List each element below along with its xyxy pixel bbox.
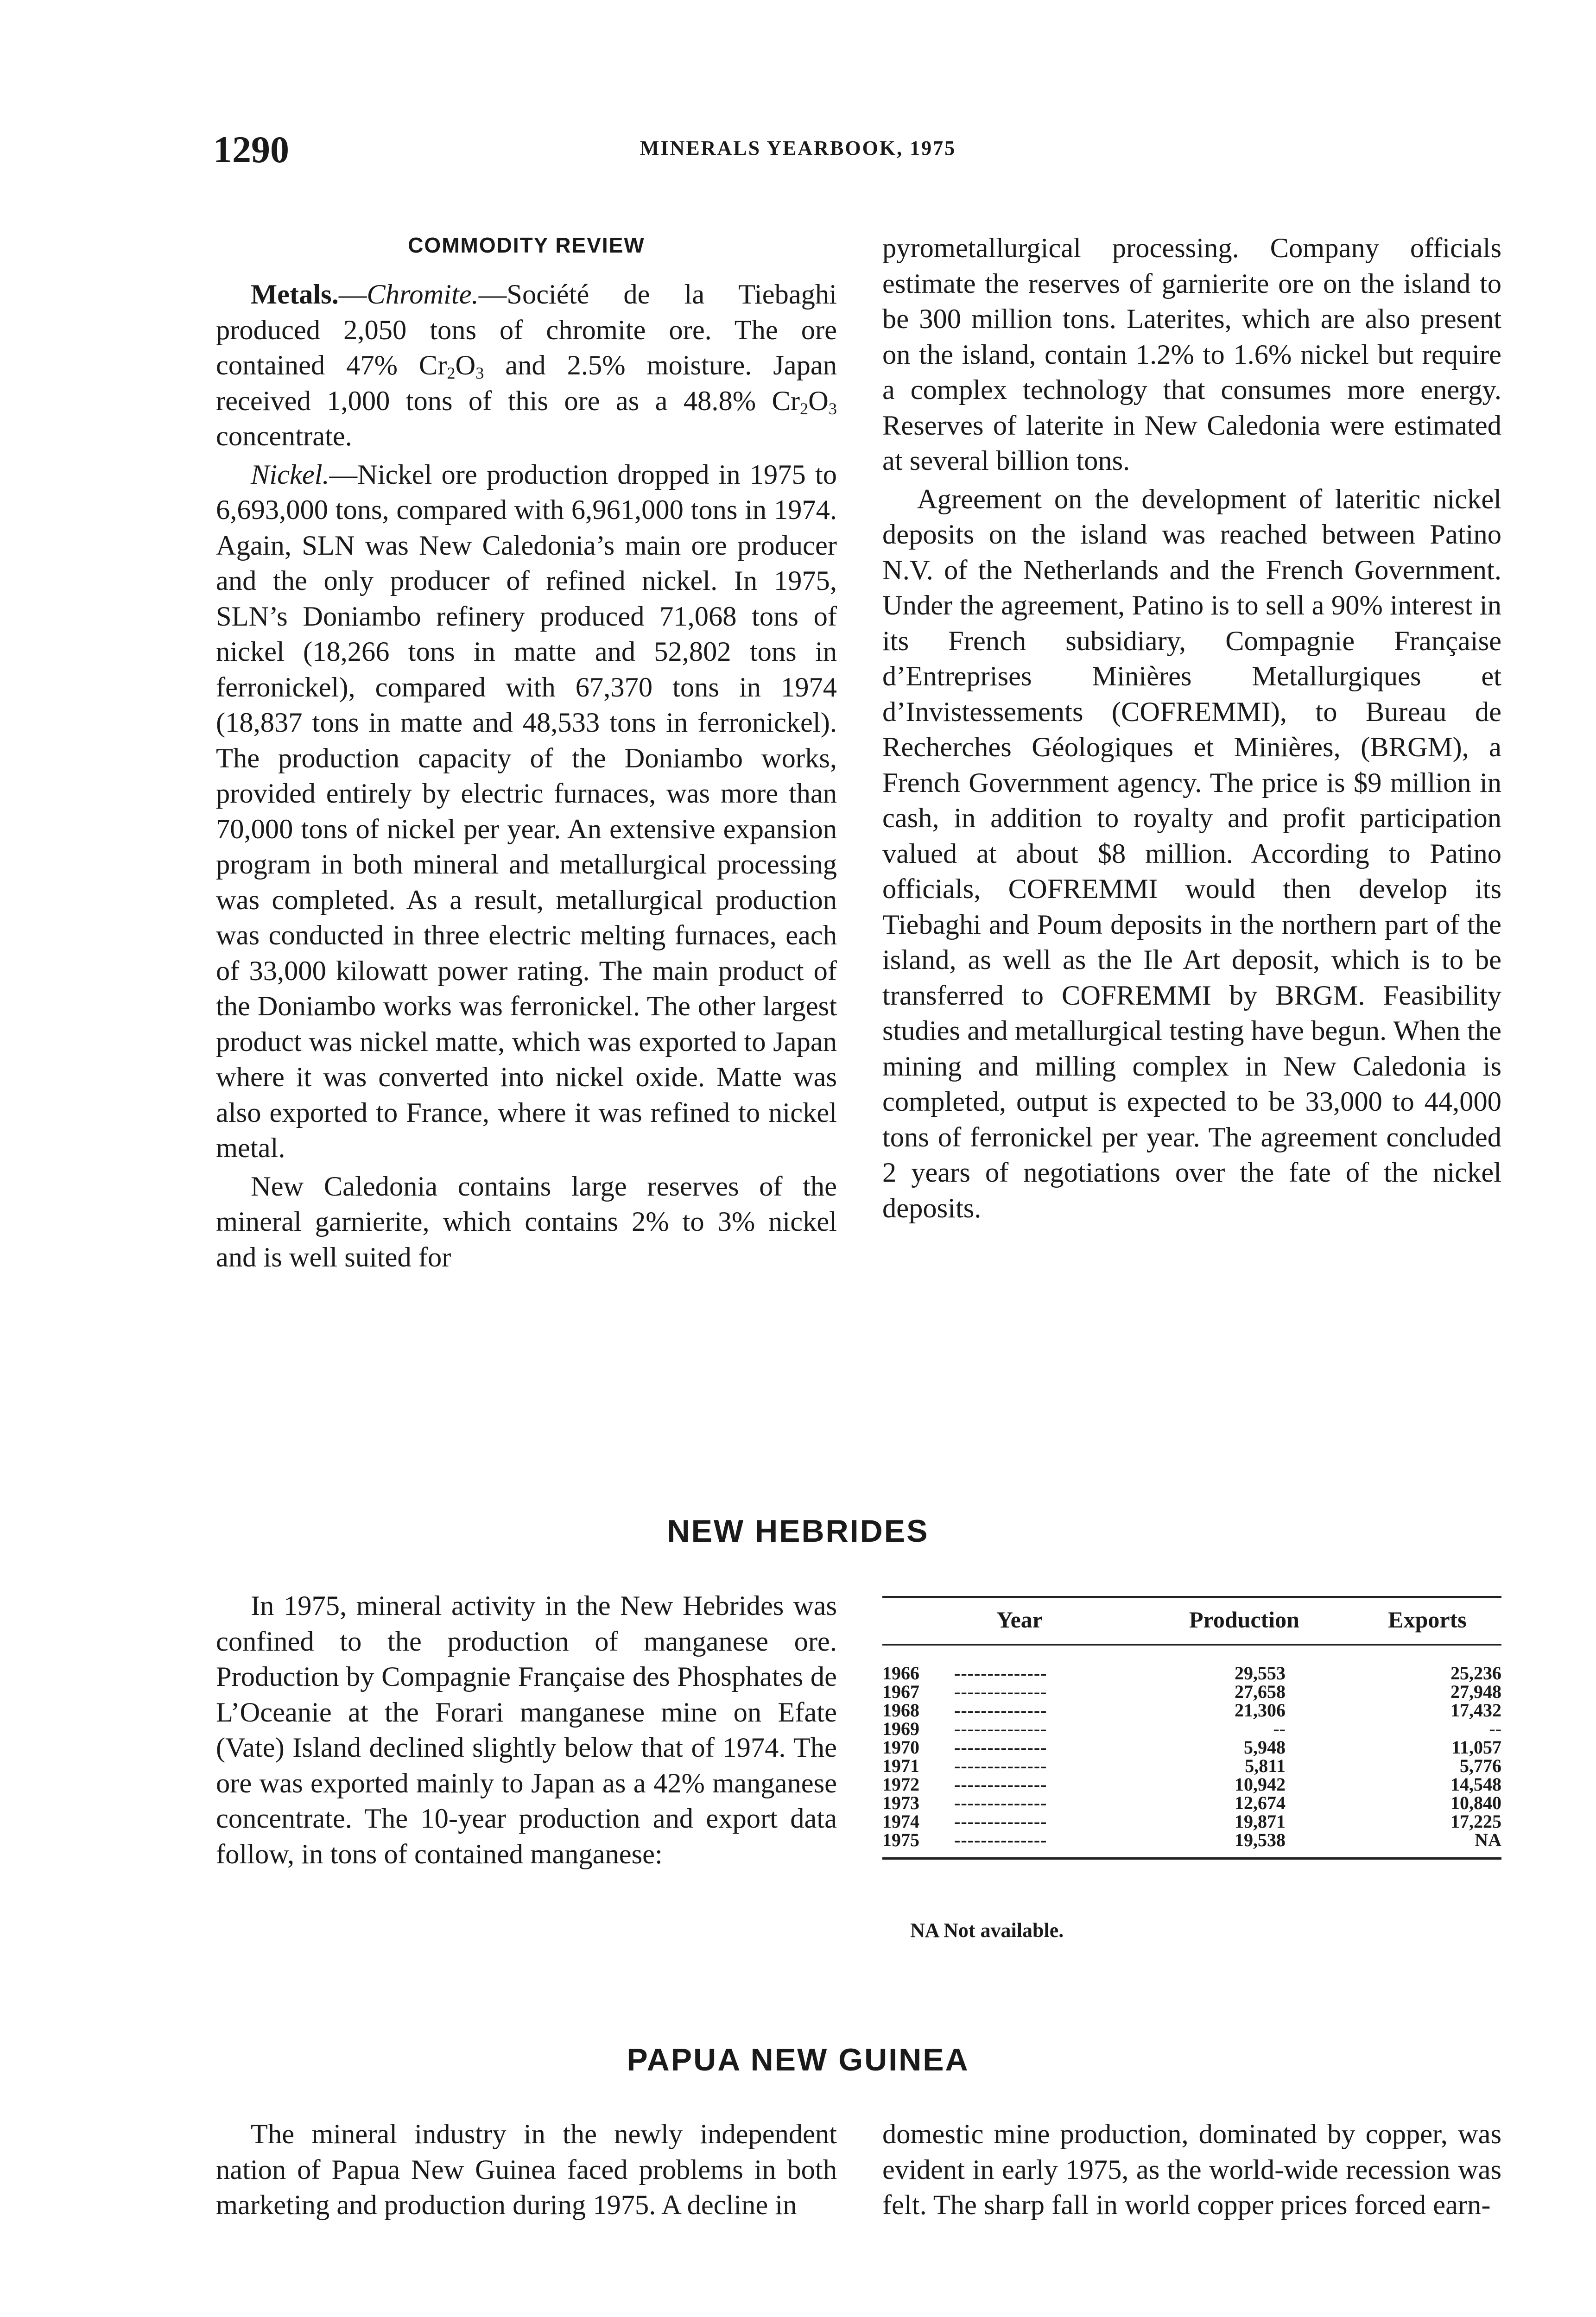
row-exports: 27,948 [1450,1681,1501,1702]
table-row [882,1831,1501,1849]
new-hebrides-paragraph: In 1975, mineral activity in the New Hebrides was confined to the production of manganese ore. Production by Compagnie Française des Phosphates de L’Oceanie at the Forari manganese mine on Efate (Vate) Island declined slightly below that of 1974. The ore was exported mainly to Japan as a 42% manganese concentrate. The 10-year production and export data follow, in tons of contained manganese: [216,1590,837,1870]
table-row [882,1738,1501,1757]
papua-right-paragraph: domestic mine production, dominated by copper, was evident in early 1975, as the world-wide recession was felt. The sharp fall in world copper prices forced earn- [882,2119,1501,2221]
table-row [882,1720,1501,1738]
new-hebrides-column [216,1589,837,1872]
table-header-exports: Exports [1388,1607,1467,1633]
row-production: 19,538 [1235,1830,1286,1850]
papua-left-paragraph: The mineral industry in the newly independent nation of Papua New Guinea faced problems in both marketing and production during 1975. A decline in [216,2119,837,2221]
nickel-paragraph: Nickel.—Nickel ore production dropped in 1975 to 6,693,000 tons, compared with 6,961,000 tons in 1974. Again, SLN was New Caledonia’s main ore producer and the only producer of refined nickel. In 1975, SLN’s Doniambo refinery produced 71,068 tons of nickel (18,266 tons in matte and 52,802 tons in ferronickel), compared with 67,370 tons in 1974 (18,837 tons in matte and 48,533 tons in ferronickel). The production capacity of the Doniambo works, provided entirely by electric furnaces, was more than 70,000 tons of nickel per year. An extensive expansion program in both mineral and metallurgical processing was completed. As a result, metallurgical production was conducted in three electric melting furnaces, each of 33,000 kilowatt power rating. The main product of the Doniambo works was ferronickel. The other largest product was nickel matte, which was exported to Japan where it was converted into nickel oxide. Matte was also exported to France, where it was refined to nickel metal. [216,459,837,1164]
papua-right-column [882,2117,1501,2223]
papua-new-guinea-heading: PAPUA NEW GUINEA [627,2042,969,2077]
chromite-paragraph: Metals.—Chromite.—Société de la Tiebaghi produced 2,050 tons of chromite ore. The ore contained 47% $Cr_2O_3$ and 2.5% moisture. Japan received 1,000 tons of this ore as a 48.8% $Cr_2O_3$ concentrate. [216,279,837,452]
page-number: 1290 [213,128,289,171]
row-exports: 14,548 [1450,1774,1501,1795]
row-leader: -------------- [954,1794,1047,1812]
row-year: 1970 [882,1737,919,1758]
row-leader: -------------- [954,1812,1047,1831]
table-row [882,1683,1501,1701]
nickel-text: Nickel ore production dropped in 1975 to 6,693,000 tons, compared with 6,961,000 tons in 1974. Again, SLN was New Caledonia’s main ore producer and the only producer of refined nickel. In 1975, SLN’s Doniambo refinery produced 71,068 tons of nickel (18,266 tons in matte and 52,802 tons in ferronickel), compared with 67,370 tons in 1974 (18,837 tons in matte and 48,533 tons in ferronickel). The production capacity of the Doniambo works, provided entirely by electric furnaces, was more than 70,000 tons of nickel per year. An extensive expansion program in both mineral and metallurgical processing was completed. As a result, metallurgical production was conducted in three electric melting furnaces, each of 33,000 kilowatt power rating. The main product of the Doniambo works was ferronickel. The other largest product was nickel matte, which was exported to Japan where it was converted into nickel oxide. Matte was also exported to France, where it was refined to nickel metal. [216,459,837,1164]
table-note: NA Not available. [910,1919,1064,1942]
row-year: 1971 [882,1755,919,1776]
commodity-review-heading: COMMODITY REVIEW [408,233,645,257]
row-leader: -------------- [954,1831,1047,1849]
table-top-rule [882,1596,1501,1598]
table-row [882,1701,1501,1720]
row-exports: -- [1489,1718,1501,1739]
row-exports: 17,432 [1450,1700,1501,1721]
commodity-right-column [882,231,1501,1226]
row-exports: 25,236 [1450,1663,1501,1684]
table-header-production: Production [1189,1607,1299,1633]
table-row [882,1757,1501,1775]
row-production: 19,871 [1235,1811,1286,1832]
pyrometallurgical-paragraph: pyrometallurgical processing. Company officials estimate the reserves of garnierite ore on the island to be 300 million tons. Laterites, which are also present on the island, contain 1.2% to 1.6% nickel but require a complex technology that consumes more energy. Reserves of laterite in New Caledonia were estimated at several billion tons. [882,233,1501,476]
agreement-paragraph: Agreement on the development of lateritic nickel deposits on the island was reached between Patino N.V. of the Netherlands and the French Government. Under the agreement, Patino is to sell a 90% interest in its French subsidiary, Compagnie Française d’Entreprises Minières Metallurgiques et d’Invistessements (COFREMMI), to Bureau de Recherches Géologiques et Minières, (BRGM), a French Government agency. The price is $9 million in cash, in addition to royalty and profit participation valued at about $8 million. According to Patino officials, COFREMMI would then develop its Tiebaghi and Poum deposits in the northern part of the island, as well as the Ile Art deposit, which is to be transferred to COFREMMI by BRGM. Feasibility studies and metallurgical testing have begun. When the mining and milling complex in New Caledonia is completed, output is expected to be 33,000 to 44,000 tons of ferronickel per year. The agreement concluded 2 years of negotiations over the fate of the nickel deposits. [882,483,1501,1224]
row-year: 1974 [882,1811,919,1832]
row-year: 1972 [882,1774,919,1795]
row-production: 29,553 [1235,1663,1286,1684]
row-year: 1969 [882,1718,919,1739]
table-header-rule [882,1644,1501,1646]
table-row [882,1794,1501,1812]
row-production: 5,948 [1244,1737,1286,1758]
running-title: MINERALS YEARBOOK, 1975 [640,137,956,159]
row-exports: 17,225 [1450,1811,1501,1832]
row-production: 27,658 [1235,1681,1286,1702]
table-bottom-rule [882,1857,1501,1860]
row-leader: -------------- [954,1775,1047,1794]
row-exports: NA [1475,1830,1501,1850]
row-year: 1973 [882,1792,919,1813]
row-production: 12,674 [1235,1792,1286,1813]
table-header-year: Year [996,1607,1043,1633]
table-row [882,1812,1501,1831]
new-hebrides-heading: NEW HEBRIDES [667,1513,929,1549]
row-exports: 11,057 [1451,1737,1501,1758]
row-exports: 10,840 [1450,1792,1501,1813]
row-year: 1967 [882,1681,919,1702]
row-leader: -------------- [954,1664,1047,1683]
row-leader: -------------- [954,1683,1047,1701]
row-production: 5,811 [1245,1755,1286,1776]
row-year: 1975 [882,1830,919,1850]
row-leader: -------------- [954,1757,1047,1775]
row-production: -- [1273,1718,1286,1739]
row-production: 10,942 [1235,1774,1286,1795]
row-year: 1966 [882,1663,919,1684]
row-leader: -------------- [954,1738,1047,1757]
row-production: 21,306 [1235,1700,1286,1721]
row-leader: -------------- [954,1701,1047,1720]
commodity-left-column [216,277,837,1275]
caledonia-reserves-paragraph: New Caledonia contains large reserves of the mineral garnierite, which contains 2% to 3% nickel and is well suited for [216,1171,837,1273]
row-leader: -------------- [954,1720,1047,1738]
table-row [882,1775,1501,1794]
row-exports: 5,776 [1460,1755,1501,1776]
table-row [882,1664,1501,1683]
papua-left-column [216,2117,837,2223]
row-year: 1968 [882,1700,919,1721]
